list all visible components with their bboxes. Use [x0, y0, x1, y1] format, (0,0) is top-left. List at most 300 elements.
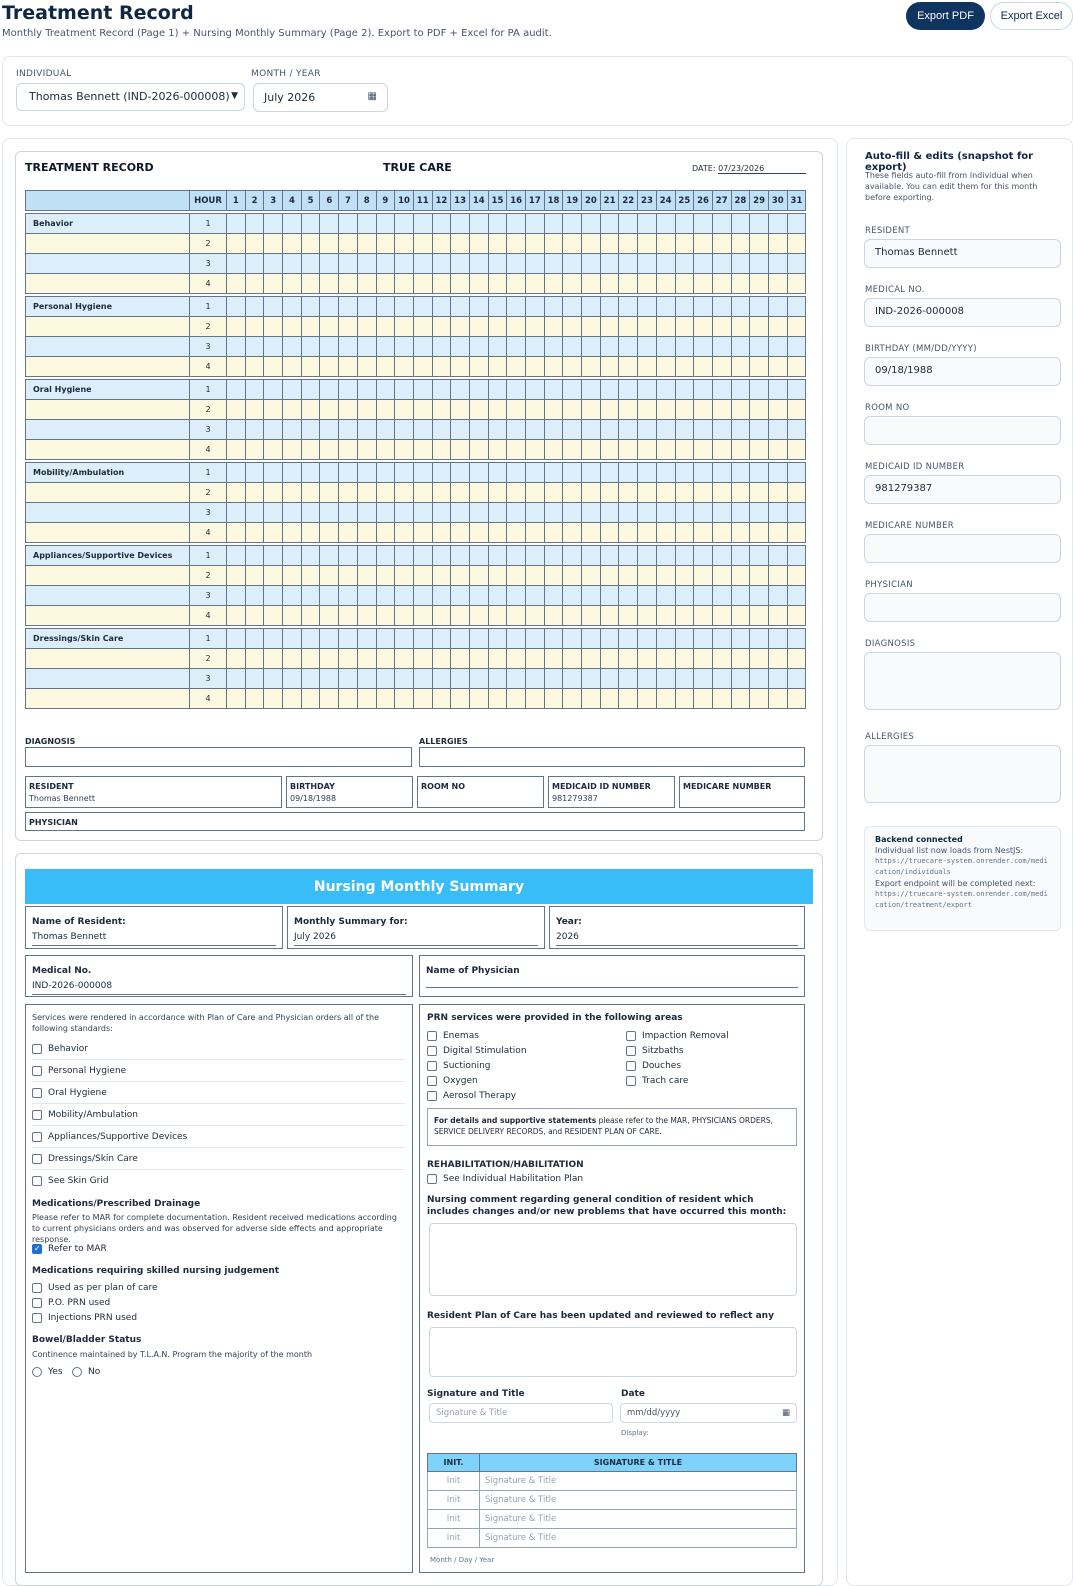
day-cell[interactable]: [283, 523, 302, 543]
day-cell[interactable]: [787, 214, 806, 234]
day-cell[interactable]: [376, 523, 395, 543]
day-cell[interactable]: [413, 546, 432, 566]
day-cell[interactable]: [264, 274, 283, 294]
day-cell[interactable]: [283, 483, 302, 503]
day-cell[interactable]: [283, 463, 302, 483]
day-cell[interactable]: [301, 503, 320, 523]
signature-title-input[interactable]: Signature & Title: [480, 1491, 797, 1510]
day-cell[interactable]: [245, 566, 264, 586]
day-cell[interactable]: [469, 297, 488, 317]
day-cell[interactable]: [768, 440, 787, 460]
day-cell[interactable]: [264, 523, 283, 543]
day-cell[interactable]: [600, 234, 619, 254]
day-cell[interactable]: [413, 689, 432, 709]
day-cell[interactable]: [245, 274, 264, 294]
day-cell[interactable]: [694, 440, 713, 460]
day-cell[interactable]: [600, 523, 619, 543]
day-cell[interactable]: [488, 503, 507, 523]
day-cell[interactable]: [469, 689, 488, 709]
day-cell[interactable]: [563, 483, 582, 503]
day-cell[interactable]: [638, 274, 657, 294]
day-cell[interactable]: [638, 380, 657, 400]
day-cell[interactable]: [245, 234, 264, 254]
day-cell[interactable]: [638, 337, 657, 357]
nursing-comment-textarea[interactable]: [429, 1223, 797, 1296]
day-cell[interactable]: [507, 669, 526, 689]
day-cell[interactable]: [600, 400, 619, 420]
day-cell[interactable]: [301, 606, 320, 626]
day-cell[interactable]: [712, 503, 731, 523]
day-cell[interactable]: [712, 463, 731, 483]
day-cell[interactable]: [694, 380, 713, 400]
day-cell[interactable]: [245, 629, 264, 649]
day-cell[interactable]: [395, 440, 414, 460]
day-cell[interactable]: [245, 606, 264, 626]
day-cell[interactable]: [451, 566, 470, 586]
day-cell[interactable]: [750, 420, 769, 440]
skilled-checkbox[interactable]: [32, 1313, 42, 1323]
day-cell[interactable]: [469, 566, 488, 586]
day-cell[interactable]: [320, 440, 339, 460]
day-cell[interactable]: [451, 503, 470, 523]
day-cell[interactable]: [563, 317, 582, 337]
day-cell[interactable]: [432, 606, 451, 626]
day-cell[interactable]: [301, 297, 320, 317]
day-cell[interactable]: [432, 274, 451, 294]
day-cell[interactable]: [320, 297, 339, 317]
day-cell[interactable]: [731, 669, 750, 689]
day-cell[interactable]: [768, 380, 787, 400]
export-pdf-button[interactable]: Export PDF: [906, 2, 985, 30]
day-cell[interactable]: [264, 400, 283, 420]
day-cell[interactable]: [600, 689, 619, 709]
day-cell[interactable]: [245, 523, 264, 543]
day-cell[interactable]: [339, 689, 358, 709]
day-cell[interactable]: [544, 483, 563, 503]
day-cell[interactable]: [264, 234, 283, 254]
day-cell[interactable]: [432, 669, 451, 689]
day-cell[interactable]: [357, 503, 376, 523]
day-cell[interactable]: [638, 420, 657, 440]
day-cell[interactable]: [227, 546, 246, 566]
day-cell[interactable]: [750, 440, 769, 460]
day-cell[interactable]: [712, 483, 731, 503]
day-cell[interactable]: [675, 274, 694, 294]
day-cell[interactable]: [787, 463, 806, 483]
day-cell[interactable]: [544, 586, 563, 606]
medicare-field-input[interactable]: [864, 534, 1061, 563]
day-cell[interactable]: [339, 629, 358, 649]
day-cell[interactable]: [731, 483, 750, 503]
day-cell[interactable]: [227, 400, 246, 420]
day-cell[interactable]: [750, 463, 769, 483]
day-cell[interactable]: [432, 380, 451, 400]
day-cell[interactable]: [563, 274, 582, 294]
day-cell[interactable]: [488, 586, 507, 606]
day-cell[interactable]: [768, 214, 787, 234]
day-cell[interactable]: [656, 523, 675, 543]
day-cell[interactable]: [750, 337, 769, 357]
day-cell[interactable]: [563, 669, 582, 689]
day-cell[interactable]: [544, 274, 563, 294]
day-cell[interactable]: [731, 629, 750, 649]
day-cell[interactable]: [526, 337, 545, 357]
day-cell[interactable]: [227, 420, 246, 440]
day-cell[interactable]: [339, 586, 358, 606]
day-cell[interactable]: [750, 689, 769, 709]
day-cell[interactable]: [301, 234, 320, 254]
day-cell[interactable]: [451, 274, 470, 294]
day-cell[interactable]: [432, 546, 451, 566]
day-cell[interactable]: [600, 420, 619, 440]
day-cell[interactable]: [376, 357, 395, 377]
day-cell[interactable]: [245, 546, 264, 566]
day-cell[interactable]: [563, 254, 582, 274]
day-cell[interactable]: [245, 380, 264, 400]
day-cell[interactable]: [507, 649, 526, 669]
day-cell[interactable]: [320, 606, 339, 626]
day-cell[interactable]: [339, 234, 358, 254]
day-cell[interactable]: [357, 606, 376, 626]
day-cell[interactable]: [526, 297, 545, 317]
day-cell[interactable]: [283, 586, 302, 606]
day-cell[interactable]: [357, 400, 376, 420]
day-cell[interactable]: [526, 463, 545, 483]
day-cell[interactable]: [619, 503, 638, 523]
day-cell[interactable]: [768, 234, 787, 254]
day-cell[interactable]: [694, 400, 713, 420]
day-cell[interactable]: [413, 669, 432, 689]
day-cell[interactable]: [432, 586, 451, 606]
day-cell[interactable]: [320, 669, 339, 689]
day-cell[interactable]: [395, 586, 414, 606]
init-input[interactable]: Init: [428, 1491, 480, 1510]
day-cell[interactable]: [507, 274, 526, 294]
day-cell[interactable]: [787, 440, 806, 460]
day-cell[interactable]: [526, 214, 545, 234]
day-cell[interactable]: [675, 629, 694, 649]
init-input[interactable]: Init: [428, 1529, 480, 1548]
day-cell[interactable]: [357, 546, 376, 566]
skilled-checkbox[interactable]: [32, 1298, 42, 1308]
day-cell[interactable]: [395, 357, 414, 377]
day-cell[interactable]: [582, 357, 601, 377]
day-cell[interactable]: [320, 566, 339, 586]
day-cell[interactable]: [245, 649, 264, 669]
day-cell[interactable]: [451, 523, 470, 543]
day-cell[interactable]: [432, 297, 451, 317]
day-cell[interactable]: [544, 214, 563, 234]
day-cell[interactable]: [432, 689, 451, 709]
day-cell[interactable]: [376, 400, 395, 420]
day-cell[interactable]: [619, 483, 638, 503]
day-cell[interactable]: [301, 629, 320, 649]
day-cell[interactable]: [451, 440, 470, 460]
day-cell[interactable]: [712, 586, 731, 606]
skilled-checkbox[interactable]: [32, 1283, 42, 1293]
day-cell[interactable]: [694, 586, 713, 606]
physician-field-input[interactable]: [864, 593, 1061, 622]
day-cell[interactable]: [712, 420, 731, 440]
bowel-no-radio[interactable]: [72, 1367, 82, 1377]
day-cell[interactable]: [320, 317, 339, 337]
day-cell[interactable]: [787, 586, 806, 606]
day-cell[interactable]: [469, 483, 488, 503]
day-cell[interactable]: [768, 463, 787, 483]
day-cell[interactable]: [507, 689, 526, 709]
day-cell[interactable]: [469, 546, 488, 566]
day-cell[interactable]: [301, 357, 320, 377]
day-cell[interactable]: [357, 420, 376, 440]
day-cell[interactable]: [600, 669, 619, 689]
day-cell[interactable]: [245, 669, 264, 689]
day-cell[interactable]: [731, 337, 750, 357]
month-input[interactable]: [253, 83, 388, 112]
day-cell[interactable]: [563, 566, 582, 586]
allergies-field-textarea[interactable]: [864, 745, 1061, 803]
day-cell[interactable]: [339, 669, 358, 689]
day-cell[interactable]: [507, 357, 526, 377]
day-cell[interactable]: [413, 649, 432, 669]
day-cell[interactable]: [283, 254, 302, 274]
day-cell[interactable]: [320, 357, 339, 377]
day-cell[interactable]: [712, 380, 731, 400]
day-cell[interactable]: [413, 357, 432, 377]
day-cell[interactable]: [469, 317, 488, 337]
day-cell[interactable]: [582, 380, 601, 400]
day-cell[interactable]: [245, 420, 264, 440]
date-input[interactable]: [620, 1403, 797, 1423]
day-cell[interactable]: [731, 440, 750, 460]
day-cell[interactable]: [787, 483, 806, 503]
day-cell[interactable]: [638, 483, 657, 503]
day-cell[interactable]: [694, 254, 713, 274]
day-cell[interactable]: [432, 523, 451, 543]
day-cell[interactable]: [675, 463, 694, 483]
day-cell[interactable]: [301, 523, 320, 543]
day-cell[interactable]: [451, 254, 470, 274]
day-cell[interactable]: [227, 254, 246, 274]
day-cell[interactable]: [750, 649, 769, 669]
day-cell[interactable]: [544, 649, 563, 669]
day-cell[interactable]: [320, 234, 339, 254]
day-cell[interactable]: [451, 463, 470, 483]
day-cell[interactable]: [488, 337, 507, 357]
day-cell[interactable]: [582, 214, 601, 234]
day-cell[interactable]: [694, 483, 713, 503]
day-cell[interactable]: [694, 337, 713, 357]
day-cell[interactable]: [264, 649, 283, 669]
day-cell[interactable]: [395, 254, 414, 274]
day-cell[interactable]: [264, 566, 283, 586]
day-cell[interactable]: [656, 629, 675, 649]
day-cell[interactable]: [283, 214, 302, 234]
day-cell[interactable]: [357, 463, 376, 483]
day-cell[interactable]: [283, 337, 302, 357]
day-cell[interactable]: [507, 503, 526, 523]
day-cell[interactable]: [768, 586, 787, 606]
day-cell[interactable]: [787, 254, 806, 274]
prn-checkbox[interactable]: [427, 1076, 437, 1086]
day-cell[interactable]: [768, 317, 787, 337]
day-cell[interactable]: [376, 317, 395, 337]
day-cell[interactable]: [526, 546, 545, 566]
day-cell[interactable]: [469, 440, 488, 460]
day-cell[interactable]: [638, 463, 657, 483]
day-cell[interactable]: [712, 566, 731, 586]
day-cell[interactable]: [787, 380, 806, 400]
day-cell[interactable]: [712, 234, 731, 254]
day-cell[interactable]: [712, 606, 731, 626]
day-cell[interactable]: [245, 297, 264, 317]
day-cell[interactable]: [264, 254, 283, 274]
day-cell[interactable]: [563, 337, 582, 357]
day-cell[interactable]: [432, 463, 451, 483]
day-cell[interactable]: [544, 440, 563, 460]
day-cell[interactable]: [301, 337, 320, 357]
day-cell[interactable]: [694, 274, 713, 294]
day-cell[interactable]: [731, 503, 750, 523]
day-cell[interactable]: [768, 566, 787, 586]
day-cell[interactable]: [451, 420, 470, 440]
day-cell[interactable]: [619, 400, 638, 420]
day-cell[interactable]: [469, 606, 488, 626]
day-cell[interactable]: [750, 317, 769, 337]
day-cell[interactable]: [488, 357, 507, 377]
day-cell[interactable]: [638, 649, 657, 669]
day-cell[interactable]: [413, 629, 432, 649]
day-cell[interactable]: [619, 420, 638, 440]
day-cell[interactable]: [264, 380, 283, 400]
day-cell[interactable]: [731, 523, 750, 543]
day-cell[interactable]: [694, 463, 713, 483]
day-cell[interactable]: [451, 234, 470, 254]
day-cell[interactable]: [563, 649, 582, 669]
day-cell[interactable]: [451, 214, 470, 234]
day-cell[interactable]: [320, 483, 339, 503]
day-cell[interactable]: [245, 254, 264, 274]
day-cell[interactable]: [544, 420, 563, 440]
day-cell[interactable]: [656, 483, 675, 503]
day-cell[interactable]: [264, 586, 283, 606]
day-cell[interactable]: [731, 380, 750, 400]
day-cell[interactable]: [563, 606, 582, 626]
day-cell[interactable]: [787, 566, 806, 586]
day-cell[interactable]: [582, 523, 601, 543]
prn-checkbox[interactable]: [626, 1046, 636, 1056]
day-cell[interactable]: [563, 523, 582, 543]
day-cell[interactable]: [469, 234, 488, 254]
day-cell[interactable]: [600, 606, 619, 626]
day-cell[interactable]: [507, 523, 526, 543]
day-cell[interactable]: [619, 629, 638, 649]
day-cell[interactable]: [656, 274, 675, 294]
day-cell[interactable]: [507, 463, 526, 483]
day-cell[interactable]: [526, 669, 545, 689]
day-cell[interactable]: [488, 483, 507, 503]
day-cell[interactable]: [656, 649, 675, 669]
day-cell[interactable]: [750, 214, 769, 234]
day-cell[interactable]: [283, 317, 302, 337]
signature-title-input[interactable]: Signature & Title: [480, 1510, 797, 1529]
day-cell[interactable]: [582, 337, 601, 357]
day-cell[interactable]: [227, 463, 246, 483]
day-cell[interactable]: [488, 380, 507, 400]
day-cell[interactable]: [675, 483, 694, 503]
day-cell[interactable]: [544, 546, 563, 566]
day-cell[interactable]: [768, 689, 787, 709]
day-cell[interactable]: [339, 420, 358, 440]
day-cell[interactable]: [301, 483, 320, 503]
day-cell[interactable]: [357, 337, 376, 357]
day-cell[interactable]: [301, 586, 320, 606]
day-cell[interactable]: [320, 420, 339, 440]
day-cell[interactable]: [731, 606, 750, 626]
day-cell[interactable]: [694, 420, 713, 440]
day-cell[interactable]: [469, 669, 488, 689]
day-cell[interactable]: [600, 483, 619, 503]
day-cell[interactable]: [563, 234, 582, 254]
day-cell[interactable]: [619, 297, 638, 317]
day-cell[interactable]: [750, 274, 769, 294]
day-cell[interactable]: [526, 586, 545, 606]
day-cell[interactable]: [600, 586, 619, 606]
day-cell[interactable]: [750, 400, 769, 420]
day-cell[interactable]: [675, 420, 694, 440]
day-cell[interactable]: [694, 297, 713, 317]
day-cell[interactable]: [768, 483, 787, 503]
refer-mar-checkbox[interactable]: [32, 1244, 42, 1254]
day-cell[interactable]: [376, 649, 395, 669]
day-cell[interactable]: [507, 337, 526, 357]
day-cell[interactable]: [320, 274, 339, 294]
day-cell[interactable]: [469, 523, 488, 543]
day-cell[interactable]: [507, 546, 526, 566]
day-cell[interactable]: [544, 234, 563, 254]
day-cell[interactable]: [712, 254, 731, 274]
day-cell[interactable]: [357, 234, 376, 254]
day-cell[interactable]: [469, 649, 488, 669]
day-cell[interactable]: [731, 420, 750, 440]
day-cell[interactable]: [245, 337, 264, 357]
day-cell[interactable]: [395, 234, 414, 254]
day-cell[interactable]: [544, 606, 563, 626]
day-cell[interactable]: [301, 380, 320, 400]
day-cell[interactable]: [750, 669, 769, 689]
day-cell[interactable]: [451, 606, 470, 626]
day-cell[interactable]: [656, 297, 675, 317]
day-cell[interactable]: [451, 546, 470, 566]
day-cell[interactable]: [526, 566, 545, 586]
day-cell[interactable]: [768, 503, 787, 523]
day-cell[interactable]: [544, 689, 563, 709]
day-cell[interactable]: [619, 546, 638, 566]
day-cell[interactable]: [320, 649, 339, 669]
day-cell[interactable]: [750, 606, 769, 626]
day-cell[interactable]: [320, 629, 339, 649]
day-cell[interactable]: [432, 234, 451, 254]
day-cell[interactable]: [469, 586, 488, 606]
day-cell[interactable]: [619, 380, 638, 400]
day-cell[interactable]: [357, 649, 376, 669]
standard-checkbox[interactable]: [32, 1176, 42, 1186]
day-cell[interactable]: [787, 337, 806, 357]
day-cell[interactable]: [544, 400, 563, 420]
day-cell[interactable]: [301, 546, 320, 566]
day-cell[interactable]: [283, 234, 302, 254]
day-cell[interactable]: [320, 586, 339, 606]
day-cell[interactable]: [395, 523, 414, 543]
